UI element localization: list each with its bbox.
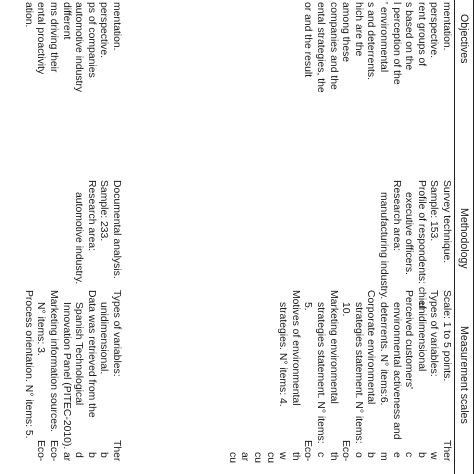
text-line: mentation. bbox=[111, 2, 122, 51]
text-line: Marketing environmental bbox=[327, 290, 339, 404]
text-line: Eco- bbox=[302, 440, 314, 462]
text-line: ms driving their bbox=[48, 2, 60, 73]
text-line: ental proactivity bbox=[35, 2, 47, 75]
text-line: or and the result bbox=[302, 2, 314, 78]
text-line: manufacturing industry. bbox=[378, 192, 390, 300]
text-line: strategies statement. N° items: bbox=[352, 302, 364, 444]
text-line: Innovation Panel (PITEC-2010). bbox=[60, 302, 72, 450]
text-line: Spanish Technological bbox=[73, 302, 85, 406]
text-line: among these bbox=[340, 2, 352, 63]
text-line: ar bbox=[60, 452, 72, 462]
header-measurement-scales: Measurement scales bbox=[458, 326, 470, 424]
text-line: Perceived customers' bbox=[403, 290, 415, 390]
text-line: Documental analysis. bbox=[111, 180, 122, 279]
text-line: w bbox=[428, 452, 440, 460]
text-line: e bbox=[390, 452, 402, 458]
text-line: automotive industry bbox=[73, 2, 85, 93]
text-line: th bbox=[289, 452, 301, 461]
text-line: Scale: 1 to 5 points. bbox=[441, 290, 452, 382]
row2-methodology-cell bbox=[72, 180, 122, 284]
header-bottom-rule bbox=[454, 0, 455, 474]
text-line: 10. bbox=[340, 302, 352, 317]
text-line: m bbox=[378, 452, 390, 461]
row2-clipped-column-cell bbox=[34, 440, 122, 461]
text-line: Process orientation. N° items: 5. bbox=[22, 290, 34, 439]
text-line: ' environmental bbox=[378, 2, 390, 73]
text-line: rent groups of bbox=[415, 2, 427, 67]
text-line: strategies. N° items: 4. bbox=[277, 302, 289, 407]
text-line: Profile of respondents: chief bbox=[415, 180, 427, 309]
text-line: perspective. bbox=[98, 2, 110, 59]
text-line: Marketing information sources. bbox=[48, 290, 60, 433]
text-line: companies and the bbox=[327, 2, 339, 90]
header-methodology: Methodology bbox=[458, 208, 470, 269]
header-objectives: Objectives bbox=[458, 14, 470, 64]
text-line: ps of companies bbox=[85, 2, 97, 78]
text-line: Sample: 233. bbox=[98, 180, 110, 242]
text-line: Survey technique. bbox=[441, 180, 452, 264]
text-line: N° items: 3. bbox=[35, 302, 47, 356]
text-line: cu bbox=[264, 452, 276, 463]
row1-clipped-column-cell bbox=[225, 440, 452, 463]
text-line: d bbox=[73, 452, 85, 458]
text-line: w bbox=[277, 452, 289, 460]
text-line: executive officers. bbox=[403, 192, 415, 275]
text-line: c bbox=[403, 452, 415, 458]
text-line: Ther bbox=[111, 440, 122, 462]
text-line: different bbox=[60, 2, 72, 40]
text-line: Types of variables: bbox=[428, 290, 440, 377]
text-line: Ther bbox=[441, 440, 452, 462]
text-line: b bbox=[365, 452, 377, 458]
text-line: automotive industry. bbox=[73, 192, 85, 285]
text-line: strategies statement. N° items: bbox=[315, 302, 327, 444]
text-line: b bbox=[415, 452, 427, 458]
text-line: Eco- bbox=[35, 440, 47, 462]
row1-objectives-cell bbox=[301, 2, 452, 93]
text-line: hich are the bbox=[352, 2, 364, 57]
text-line: Research area: bbox=[85, 180, 97, 252]
text-line: unidimensional. bbox=[98, 302, 110, 375]
text-line: b bbox=[98, 452, 110, 458]
text-line: 5. bbox=[302, 302, 314, 311]
text-line: l perception of the bbox=[390, 2, 402, 85]
text-line: b bbox=[85, 452, 97, 458]
text-line: environmental activeness and bbox=[390, 302, 402, 440]
text-line: Research area: bbox=[390, 180, 402, 252]
text-line: Data was retrieved from the bbox=[85, 290, 97, 418]
text-line: cu bbox=[252, 452, 264, 463]
text-line: o bbox=[352, 452, 364, 458]
text-line: Motives of environmental bbox=[289, 290, 301, 406]
text-line: th bbox=[327, 452, 339, 461]
text-line: unidimensional bbox=[415, 302, 427, 372]
row2-scales-cell bbox=[21, 290, 122, 449]
text-line: ental strategies, the bbox=[315, 2, 327, 93]
text-line: c bbox=[315, 452, 327, 458]
text-line: s based on the bbox=[403, 2, 415, 71]
text-line: ation. bbox=[22, 2, 34, 28]
row2-objectives-cell bbox=[21, 2, 122, 92]
text-line: s and deterrents. bbox=[365, 2, 377, 80]
text-line: cu bbox=[226, 452, 238, 463]
text-line: Eco- bbox=[340, 440, 352, 462]
text-line: deterrents. N° items:6. bbox=[378, 302, 390, 406]
text-line: perspective. bbox=[428, 2, 440, 59]
text-line: Corporate environmental bbox=[365, 290, 377, 405]
text-line: ar bbox=[239, 452, 251, 462]
text-line: Types of variables: bbox=[111, 290, 122, 377]
row1-scales-cell bbox=[276, 290, 452, 444]
text-line: Sample: 153. bbox=[428, 180, 440, 242]
text-line: mentation. bbox=[441, 2, 452, 51]
text-line: Eco- bbox=[48, 440, 60, 462]
